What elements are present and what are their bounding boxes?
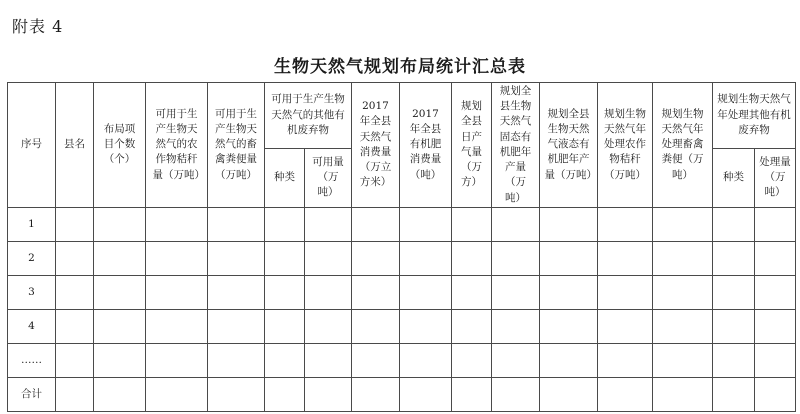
cell xyxy=(94,241,146,275)
cell xyxy=(452,343,492,377)
cell xyxy=(492,309,540,343)
cell xyxy=(400,377,452,411)
cell xyxy=(305,343,352,377)
header-planned-straw-processing: 规划生物天然气年处理农作物秸秆（万吨） xyxy=(598,83,653,208)
cell xyxy=(265,275,305,309)
cell xyxy=(94,309,146,343)
cell xyxy=(540,275,598,309)
cell xyxy=(146,377,208,411)
header-fertilizer-consumption-2017: 2017年全县有机肥消费量（吨） xyxy=(400,83,452,208)
header-gas-consumption-2017: 2017年全县天然气消费量（万立方米） xyxy=(352,83,400,208)
cell xyxy=(94,343,146,377)
header-planned-other-group: 规划生物天然气年处理其他有机废弃物 xyxy=(713,83,796,149)
cell xyxy=(540,343,598,377)
cell xyxy=(713,275,755,309)
cell xyxy=(56,275,94,309)
cell xyxy=(94,275,146,309)
cell xyxy=(265,309,305,343)
row-seq: 2 xyxy=(8,241,56,275)
cell xyxy=(94,377,146,411)
cell xyxy=(56,207,94,241)
cell xyxy=(352,343,400,377)
cell xyxy=(653,207,713,241)
cell xyxy=(540,309,598,343)
cell xyxy=(265,207,305,241)
cell xyxy=(208,377,265,411)
cell xyxy=(713,377,755,411)
row-seq: …… xyxy=(8,343,56,377)
cell xyxy=(146,275,208,309)
header-planned-other-type: 种类 xyxy=(713,148,755,207)
row-seq: 合计 xyxy=(8,377,56,411)
cell xyxy=(305,309,352,343)
cell xyxy=(713,207,755,241)
cell xyxy=(208,241,265,275)
cell xyxy=(400,309,452,343)
cell xyxy=(452,241,492,275)
cell xyxy=(713,343,755,377)
cell xyxy=(400,241,452,275)
total-row xyxy=(8,377,796,411)
cell xyxy=(755,377,796,411)
cell xyxy=(755,343,796,377)
cell xyxy=(755,207,796,241)
header-planned-manure-processing: 规划生物天然气年处理畜禽粪便（万吨） xyxy=(653,83,713,208)
header-planned-other-amount: 处理量（万吨） xyxy=(755,148,796,207)
cell xyxy=(56,377,94,411)
table-row xyxy=(8,343,796,377)
cell xyxy=(352,377,400,411)
cell xyxy=(208,309,265,343)
cell xyxy=(400,343,452,377)
cell xyxy=(400,275,452,309)
cell xyxy=(653,241,713,275)
cell xyxy=(146,343,208,377)
cell xyxy=(208,207,265,241)
cell xyxy=(352,241,400,275)
table-row xyxy=(8,309,796,343)
cell xyxy=(653,377,713,411)
cell xyxy=(56,241,94,275)
cell xyxy=(452,207,492,241)
header-other-waste-type: 种类 xyxy=(265,148,305,207)
cell xyxy=(540,377,598,411)
cell xyxy=(492,343,540,377)
cell xyxy=(598,207,653,241)
cell xyxy=(146,309,208,343)
cell xyxy=(755,309,796,343)
cell xyxy=(352,309,400,343)
cell xyxy=(56,343,94,377)
cell xyxy=(598,343,653,377)
cell xyxy=(305,241,352,275)
cell xyxy=(492,241,540,275)
cell xyxy=(755,275,796,309)
table-row xyxy=(8,241,796,275)
cell xyxy=(400,207,452,241)
header-planned-solid-fertilizer: 规划全县生物天然气固态有机肥年产量（万吨） xyxy=(492,83,540,208)
cell xyxy=(598,377,653,411)
attachment-label: 附表 4 xyxy=(12,17,64,36)
cell xyxy=(305,377,352,411)
cell xyxy=(305,275,352,309)
cell xyxy=(305,207,352,241)
cell xyxy=(352,207,400,241)
header-project-count: 布局项目个数（个） xyxy=(94,83,146,208)
cell xyxy=(492,377,540,411)
cell xyxy=(208,343,265,377)
table-row xyxy=(8,207,796,241)
cell xyxy=(755,241,796,275)
cell xyxy=(265,377,305,411)
cell xyxy=(56,309,94,343)
cell xyxy=(653,309,713,343)
cell xyxy=(713,309,755,343)
cell xyxy=(146,241,208,275)
cell xyxy=(352,275,400,309)
header-livestock-manure: 可用于生产生物天然气的畜禽粪便量（万吨） xyxy=(208,83,265,208)
cell xyxy=(492,275,540,309)
cell xyxy=(452,377,492,411)
table-title: 生物天然气规划布局统计汇总表 xyxy=(274,57,526,77)
cell xyxy=(94,207,146,241)
header-crop-straw: 可用于生产生物天然气的农作物秸秆量（万吨） xyxy=(146,83,208,208)
row-seq: 3 xyxy=(8,275,56,309)
cell xyxy=(146,207,208,241)
header-other-waste-amount: 可用量（万吨） xyxy=(305,148,352,207)
cell xyxy=(598,241,653,275)
row-seq: 1 xyxy=(8,207,56,241)
cell xyxy=(540,207,598,241)
header-county: 县名 xyxy=(56,83,94,208)
header-planned-daily-gas: 规划全县日产气量（万方） xyxy=(452,83,492,208)
row-seq: 4 xyxy=(8,309,56,343)
header-other-waste-group: 可用于生产生物天然气的其他有机废弃物 xyxy=(265,83,352,149)
table-row xyxy=(8,275,796,309)
cell xyxy=(653,343,713,377)
statistics-table xyxy=(7,82,796,412)
cell xyxy=(713,241,755,275)
cell xyxy=(598,275,653,309)
cell xyxy=(653,275,713,309)
cell xyxy=(452,309,492,343)
cell xyxy=(598,309,653,343)
cell xyxy=(208,275,265,309)
cell xyxy=(265,343,305,377)
cell xyxy=(265,241,305,275)
cell xyxy=(452,275,492,309)
header-seq: 序号 xyxy=(8,83,56,208)
cell xyxy=(540,241,598,275)
cell xyxy=(492,207,540,241)
header-planned-liquid-fertilizer: 规划全县生物天然气液态有机肥年产量（万吨） xyxy=(540,83,598,208)
